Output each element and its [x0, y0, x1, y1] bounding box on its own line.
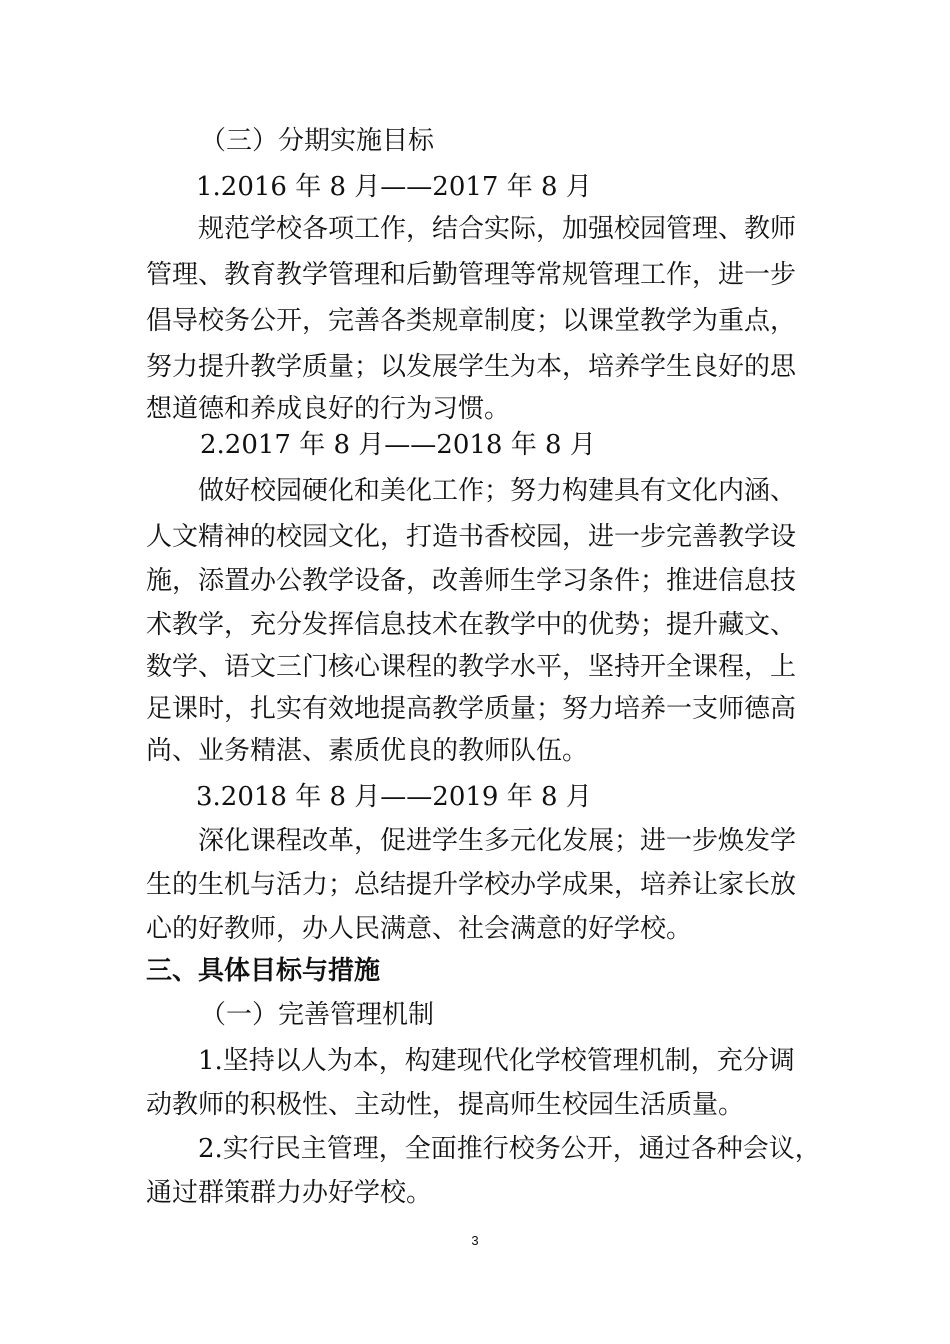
- paragraph-line: 努力提升教学质量；以发展学生为本，培养学生良好的思: [146, 352, 797, 382]
- page-number: 3: [471, 1233, 479, 1248]
- paragraph-line: 动教师的积极性、主动性，提高师生校园生活质量。: [146, 1090, 745, 1120]
- section3-heading: 三、具体目标与措施: [146, 956, 381, 986]
- paragraph-line: 做好校园硬化和美化工作；努力构建具有文化内涵、: [198, 476, 797, 506]
- phase3-title: 3.2018 年 8 月——2019 年 8 月: [196, 782, 592, 812]
- paragraph-line: 管理、教育教学管理和后勤管理等常规管理工作，进一步: [146, 260, 797, 290]
- paragraph-line: 通过群策群力办好学校。: [146, 1178, 433, 1208]
- paragraph-line: 心的好教师，办人民满意、社会满意的好学校。: [146, 914, 693, 944]
- paragraph-line: 数学、语文三门核心课程的教学水平，坚持开全课程，上: [146, 652, 797, 682]
- paragraph-line: 深化课程改革，促进学生多元化发展；进一步焕发学: [198, 826, 797, 856]
- paragraph-line: 1.坚持以人为本，构建现代化学校管理机制，充分调: [198, 1046, 795, 1076]
- paragraph-line: 2.实行民主管理，全面推行校务公开，通过各种会议，: [198, 1134, 821, 1164]
- paragraph-line: 倡导校务公开，完善各类规章制度；以课堂教学为重点，: [146, 306, 797, 336]
- phase2-title: 2.2017 年 8 月——2018 年 8 月: [200, 430, 596, 460]
- paragraph-line: 施，添置办公教学设备，改善师生学习条件；推进信息技: [146, 566, 797, 596]
- paragraph-line: 规范学校各项工作，结合实际，加强校园管理、教师: [198, 214, 797, 244]
- paragraph-line: 生的生机与活力；总结提升学校办学成果，培养让家长放: [146, 870, 797, 900]
- phase1-title: 1.2016 年 8 月——2017 年 8 月: [196, 172, 592, 202]
- paragraph-line: 想道德和养成良好的行为习惯。: [146, 394, 511, 424]
- paragraph-line: 术教学，充分发挥信息技术在教学中的优势；提升藏文、: [146, 610, 797, 640]
- subsection-phase-title: （三）分期实施目标: [200, 126, 435, 156]
- subsection-mgmt-title: （一）完善管理机制: [200, 1000, 435, 1030]
- paragraph-line: 人文精神的校园文化，打造书香校园，进一步完善教学设: [146, 522, 797, 552]
- paragraph-line: 尚、业务精湛、素质优良的教师队伍。: [146, 736, 589, 766]
- paragraph-line: 足课时，扎实有效地提高教学质量；努力培养一支师德高: [146, 694, 797, 724]
